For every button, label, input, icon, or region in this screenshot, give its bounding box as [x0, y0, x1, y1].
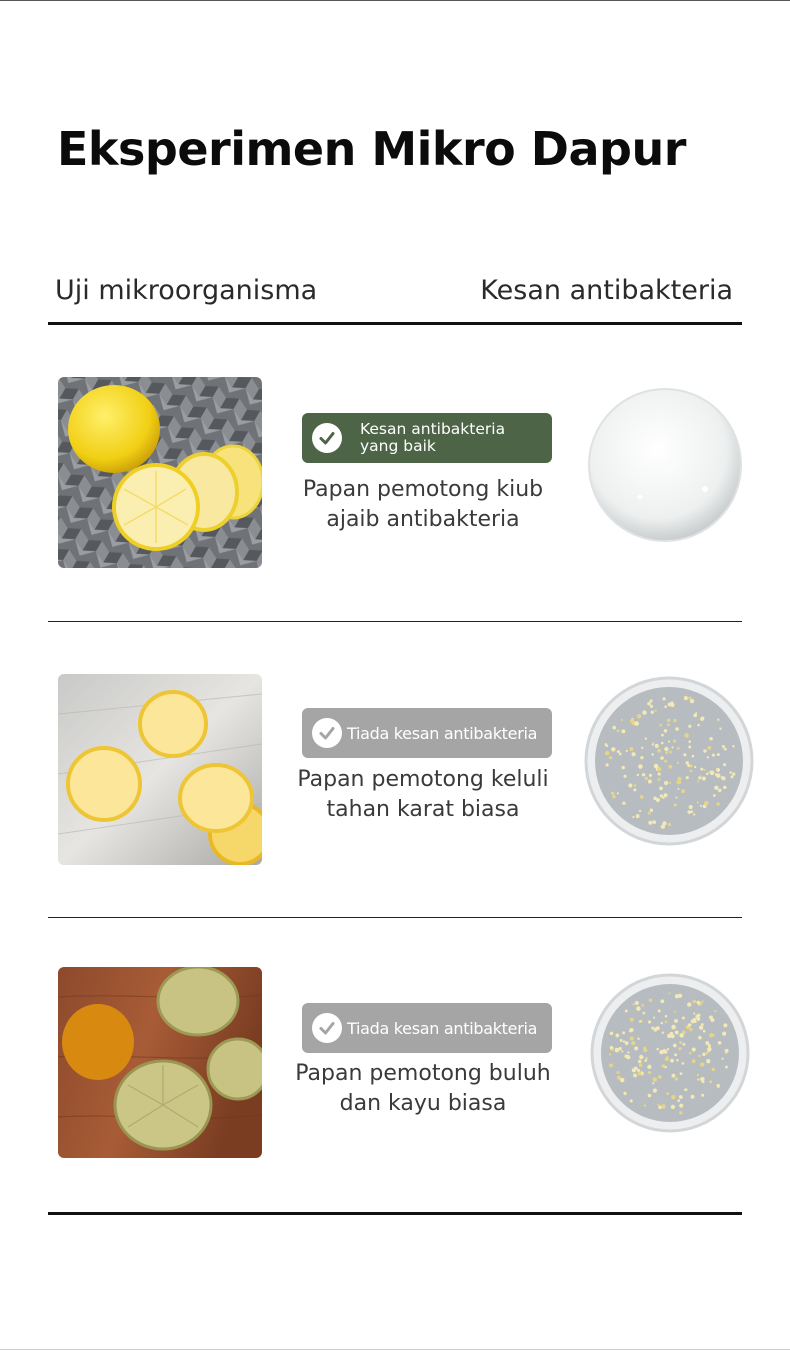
description-line-2: tahan karat biasa	[326, 797, 520, 822]
description-line-1: Papan pemotong keluli	[297, 767, 549, 792]
bottom-border	[0, 1349, 790, 1350]
row-divider-2	[48, 917, 742, 918]
check-icon	[312, 1013, 342, 1043]
lemon-on-steel-board-image	[58, 674, 262, 865]
lemon-on-cube-board-image	[58, 377, 262, 568]
bottom-divider	[48, 1212, 742, 1215]
page-title: Eksperimen Mikro Dapur	[57, 122, 686, 176]
board-description	[284, 475, 562, 535]
badge-label: Tiada kesan antibakteria	[347, 1018, 538, 1038]
lemon-on-wood-board-image	[58, 967, 262, 1158]
comparison-row-steel-board	[48, 652, 742, 872]
column-header-test: Uji mikroorganisma	[55, 275, 318, 306]
check-icon	[312, 718, 342, 748]
header-divider	[48, 322, 742, 325]
description-line-1: Papan pemotong buluh	[295, 1061, 551, 1086]
column-header-effect: Kesan antibakteria	[480, 275, 733, 306]
badge-label-line-1: Kesan antibakteria	[360, 420, 506, 438]
board-description	[284, 765, 562, 825]
description-line-1: Papan pemotong kiub	[302, 477, 544, 502]
badge-label: Tiada kesan antibakteria	[347, 723, 538, 743]
description-line-2: dan kayu biasa	[339, 1091, 507, 1116]
colonized-petri-dish-image	[588, 972, 752, 1134]
comparison-row-cube-board	[48, 355, 742, 575]
no-antibacterial-effect-badge	[302, 708, 552, 758]
description-line-2: ajaib antibakteria	[326, 507, 520, 532]
board-description	[284, 1059, 562, 1119]
clear-petri-dish-image	[585, 385, 745, 545]
no-antibacterial-effect-badge	[302, 1003, 552, 1053]
row-divider-1	[48, 621, 742, 622]
check-icon	[312, 423, 342, 453]
colonized-petri-dish-image	[581, 675, 757, 847]
comparison-row-wood-board	[48, 945, 742, 1165]
top-border	[0, 0, 790, 1]
badge-label-line-2: yang baik	[360, 437, 436, 455]
antibacterial-effect-badge	[302, 413, 552, 463]
